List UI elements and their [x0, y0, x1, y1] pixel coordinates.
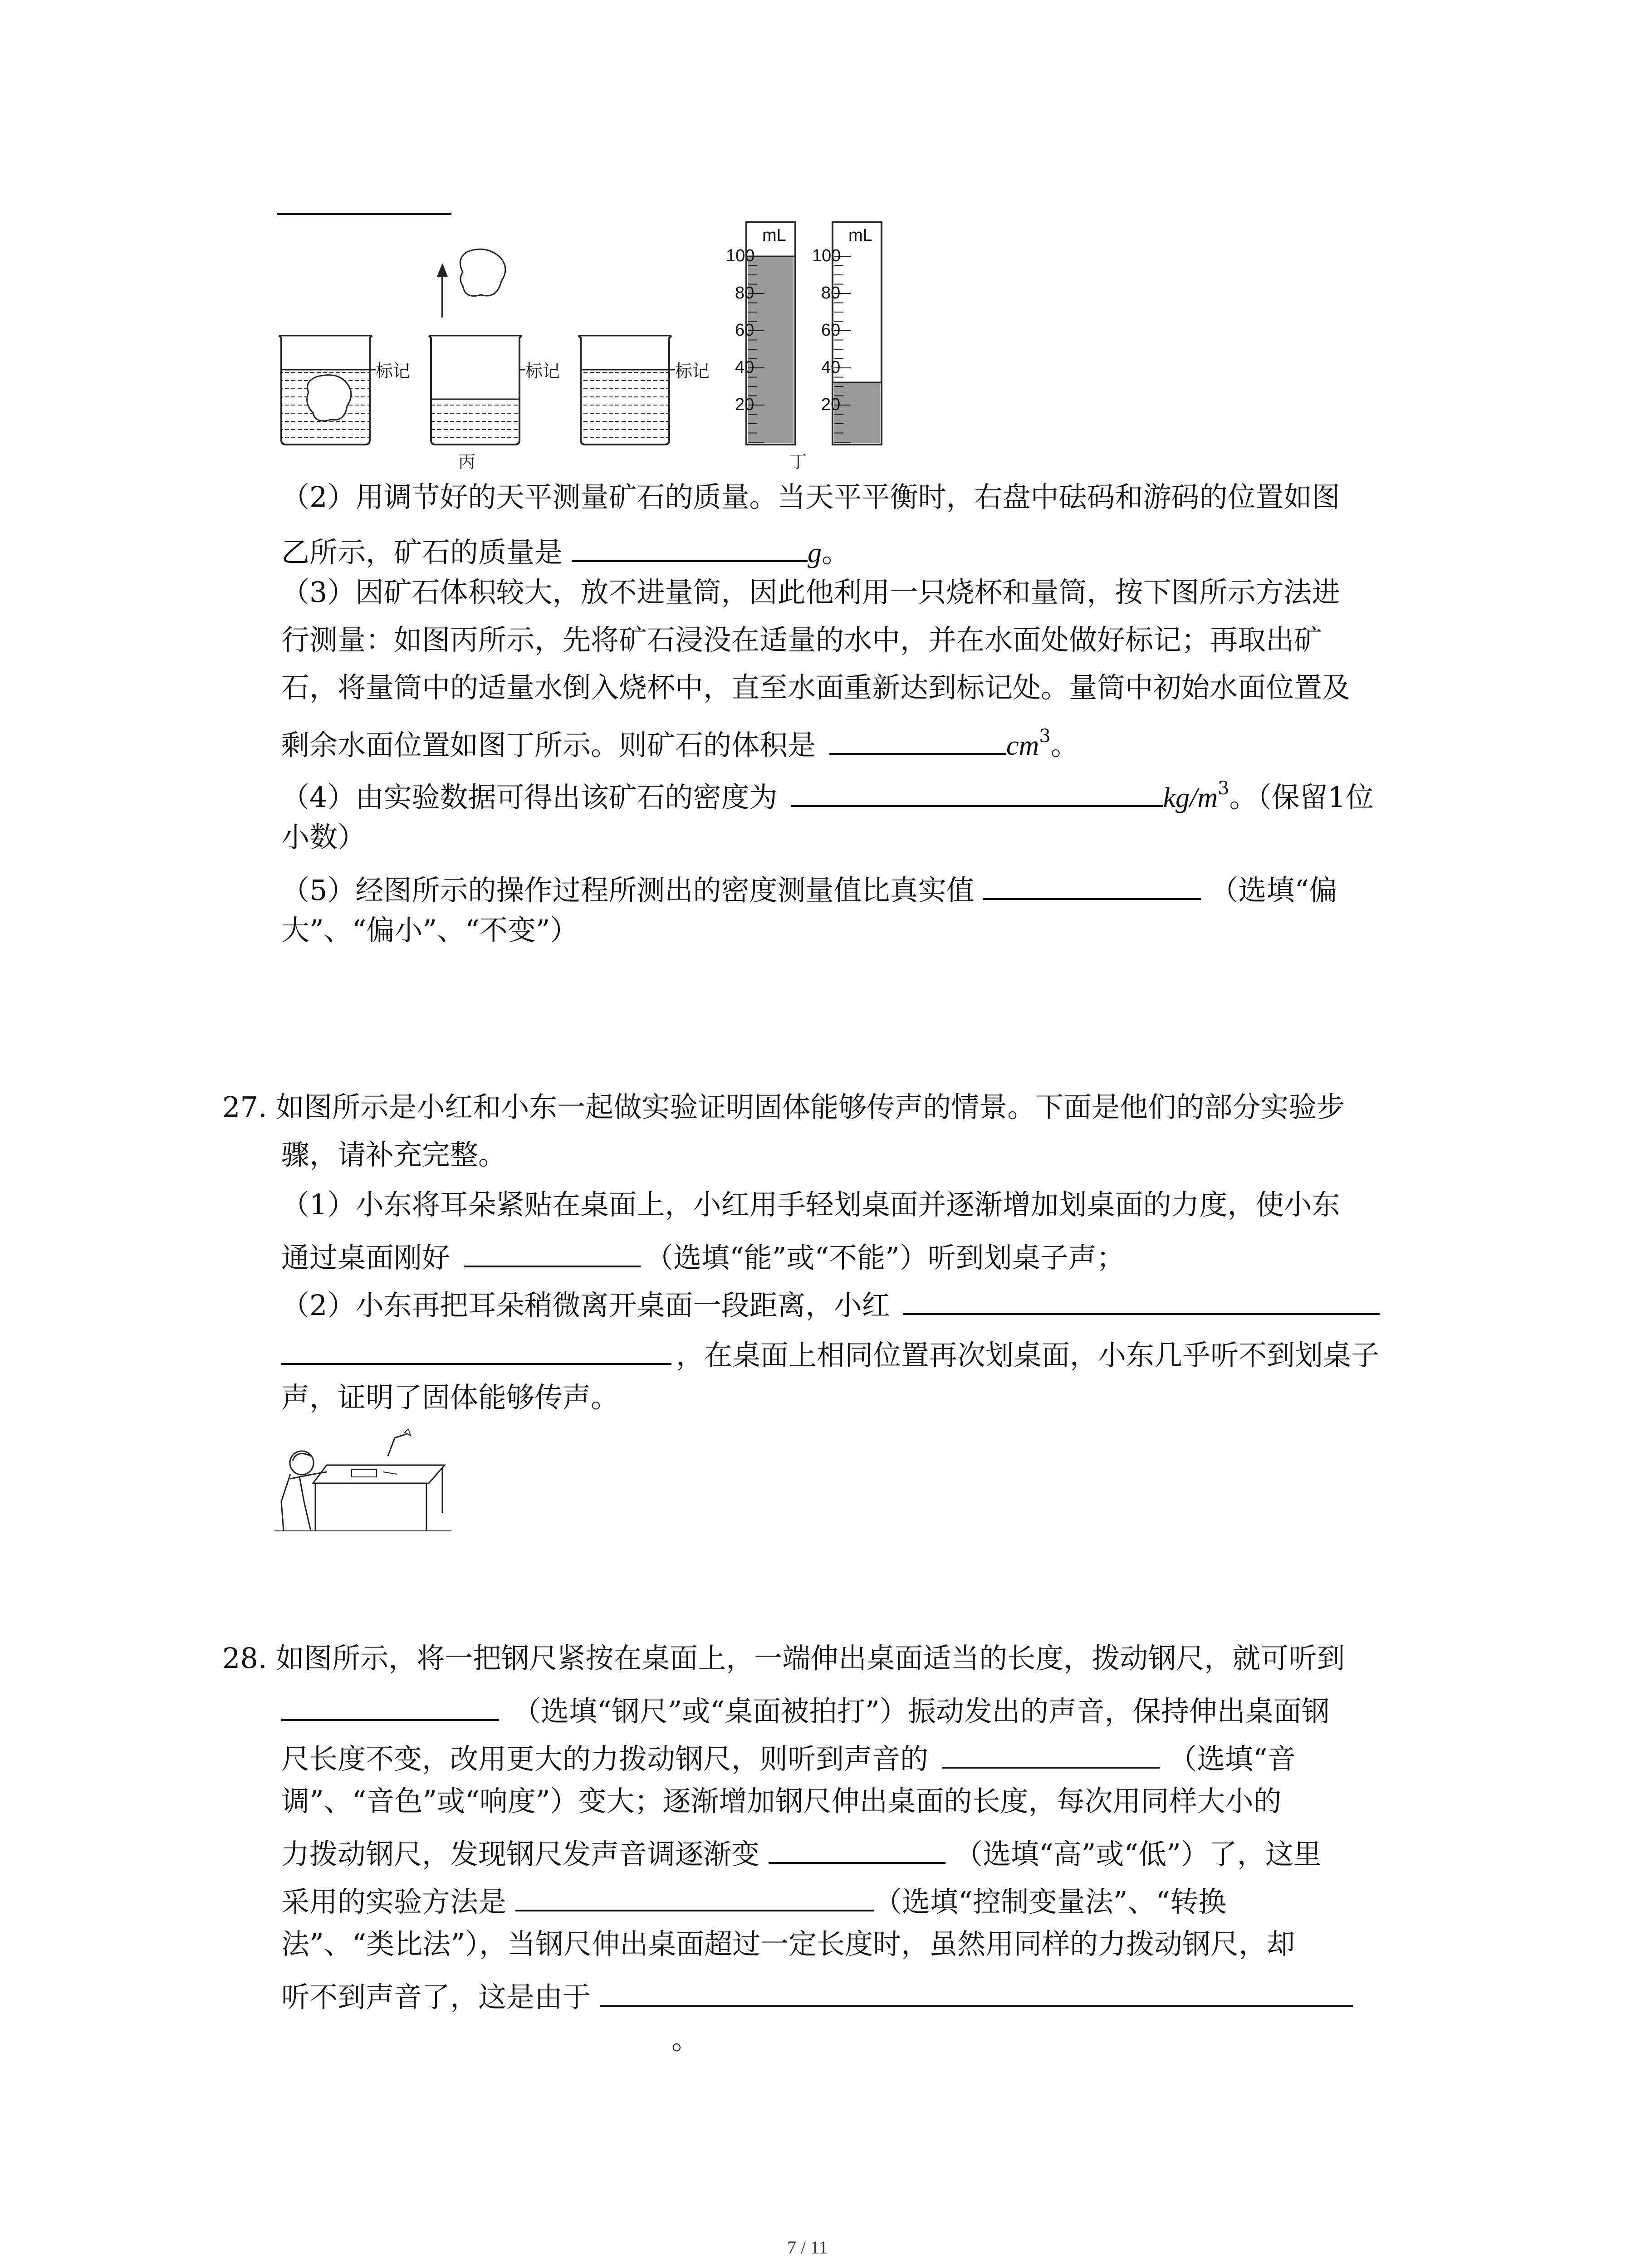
q27-p2-line2 — [281, 1336, 1380, 1372]
beaker-with-rock — [279, 336, 376, 445]
pitch-answer-blank[interactable] — [769, 1835, 945, 1864]
cylinder-tick-label: 80 — [735, 284, 754, 303]
q28-line4: 调”、“音色”或“响度”）变大；逐渐增加钢尺伸出桌面的长度，每次用同样大小的 — [281, 1784, 1282, 1818]
q27-p1-line2 — [281, 1238, 1125, 1272]
q28-line8 — [281, 1978, 1353, 2014]
cylinder-tick-label: 40 — [735, 358, 754, 377]
q26-p5-end: （选填“偏 — [1210, 874, 1337, 907]
q27-p2-line1 — [281, 1286, 1380, 1320]
cylinder-tick-label: 20 — [735, 395, 754, 414]
q26-p3-line4 — [281, 726, 1079, 760]
q28-line5-end: （选填“高”或“低”）了，这里 — [955, 1838, 1322, 1871]
q26-p5-text: （5）经图所示的操作过程所测出的密度测量值比真实值 — [281, 874, 975, 907]
beaker-refilled — [578, 336, 675, 445]
operation-answer-blank-2[interactable] — [281, 1336, 671, 1365]
q28-line6-text: 采用的实验方法是 — [281, 1885, 507, 1918]
q26-p4-end: 。（保留1位 — [1229, 781, 1374, 814]
q28-line5 — [281, 1835, 1322, 1871]
q28-line2-end: （选填“钢尺”或“桌面被拍打”）振动发出的声音，保持伸出桌面钢 — [513, 1695, 1330, 1728]
q26-p3-line2: 行测量：如图丙所示，先将矿石浸没在适量的水中，并在水面处做好标记；再取出矿 — [281, 623, 1323, 656]
operation-answer-blank-1[interactable] — [903, 1286, 1380, 1315]
mass-answer-blank[interactable] — [572, 533, 808, 562]
q28-line3 — [281, 1740, 1296, 1773]
q28-line7: 法”、“类比法”），当钢尺伸出桌面超过一定长度时，虽然用同样的力拨动钢尺，却 — [281, 1927, 1295, 1960]
q26-p4-text: （4）由实验数据可得出该矿石的密度为 — [281, 781, 778, 814]
q28-line9: 。 — [671, 2023, 700, 2056]
cylinder-tick-label: 80 — [821, 284, 841, 303]
property-answer-blank[interactable] — [942, 1740, 1160, 1769]
cylinder-tick-label: 40 — [821, 358, 841, 377]
method-answer-blank[interactable] — [515, 1882, 874, 1911]
q26-p3-line3: 石，将量筒中的适量水倒入烧杯中，直至水面重新达到标记处。量筒中初始水面位置及 — [281, 671, 1351, 704]
figure-label-bing: 丙 — [458, 453, 476, 472]
q26-p2-line2 — [281, 533, 850, 567]
q28-line1: 28. 如图所示，将一把钢尺紧按在桌面上，一端伸出桌面适当的长度，拨动钢尺，就可听到 — [222, 1642, 1345, 1675]
mark-label-2: 标记 — [525, 362, 560, 381]
q26-p4-line2: 小数） — [281, 821, 366, 854]
q28-line2 — [281, 1692, 1330, 1728]
volume-answer-blank[interactable] — [829, 726, 1006, 755]
mass-unit: g — [808, 538, 822, 568]
cylinder-tick-label: 60 — [821, 321, 841, 340]
cylinder-unit-1: mL — [762, 226, 786, 245]
cylinder-tick-label: 100 — [812, 246, 841, 265]
q26-p2-line1: （2）用调节好的天平测量矿石的质量。当天平平衡时，右盘中砝码和游码的位置如图 — [281, 480, 1340, 513]
cylinder-tick-label: 20 — [821, 395, 841, 414]
mark-label-1: 标记 — [376, 362, 411, 381]
volume-unit: cm — [1006, 730, 1039, 761]
q26-p2-text: 乙所示，矿石的质量是 — [281, 536, 563, 569]
hear-answer-blank[interactable] — [464, 1238, 641, 1267]
q26-p4-line1 — [281, 778, 1374, 812]
page-number: 7 / 11 — [787, 2237, 828, 2258]
q28-line6 — [281, 1882, 1226, 1916]
q27-line2: 骤，请补充完整。 — [281, 1138, 507, 1171]
q28-line3-text: 尺长度不变，改用更大的力拨动钢尺，则听到声音的 — [281, 1742, 929, 1775]
q27-p2-line3: 声，证明了固体能够传声。 — [281, 1381, 619, 1414]
density-answer-blank[interactable] — [791, 778, 1163, 807]
q28-line5-text: 力拨动钢尺，发现钢尺发声音调逐渐变 — [281, 1838, 760, 1871]
density-unit: kg/m — [1163, 782, 1218, 813]
beaker-rock-removed — [429, 249, 525, 445]
q28-line8-text: 听不到声音了，这是由于 — [281, 1980, 591, 2014]
q26-p5-line1 — [281, 871, 1337, 907]
q27-p2-text: （2）小东再把耳朵稍微离开桌面一段距离，小红 — [281, 1289, 890, 1322]
students-table-figure — [272, 1429, 454, 1533]
q26-p2-end: 。 — [822, 536, 850, 569]
q27-line1: 27. 如图所示是小红和小东一起做实验证明固体能够传声的情景。下面是他们的部分实验步 — [222, 1090, 1345, 1124]
cylinder-tick-label: 100 — [726, 246, 755, 265]
reason-answer-blank[interactable] — [600, 1978, 1353, 2007]
q27-p2-end: ，在桌面上相同位置再次划桌面，小东几乎听不到划桌子 — [676, 1339, 1380, 1372]
q27-p1-end: （选填“能”或“不能”）听到划桌子声； — [645, 1241, 1125, 1274]
figure-label-ding: 丁 — [789, 453, 807, 472]
volume-unit-exp: 3 — [1039, 726, 1051, 747]
q26-p3-text: 剩余水面位置如图丁所示。则矿石的体积是 — [281, 728, 816, 762]
q28-line3-end: （选填“音 — [1169, 1742, 1296, 1775]
mark-label-3: 标记 — [675, 362, 710, 381]
q26-p5-line2: 大”、“偏小”、“不变”） — [281, 914, 578, 947]
cylinder-unit-2: mL — [848, 226, 872, 245]
q26-p3-line1: （3）因矿石体积较大，放不进量筒，因此他利用一只烧杯和量筒，按下图所示方法进 — [281, 576, 1340, 609]
q26-p3-end: 。 — [1050, 728, 1079, 762]
q27-p1-line1: （1）小东将耳朵紧贴在桌面上，小红用手轻划桌面并逐渐增加划桌面的力度，使小东 — [281, 1188, 1340, 1221]
comparison-answer-blank[interactable] — [983, 871, 1201, 900]
q27-p1-text: 通过桌面刚好 — [281, 1241, 451, 1274]
source-answer-blank[interactable] — [281, 1692, 499, 1721]
q28-line6-end: （选填“控制变量法”、“转换 — [874, 1885, 1227, 1918]
density-unit-exp: 3 — [1217, 778, 1230, 799]
cylinder-tick-label: 60 — [735, 321, 754, 340]
